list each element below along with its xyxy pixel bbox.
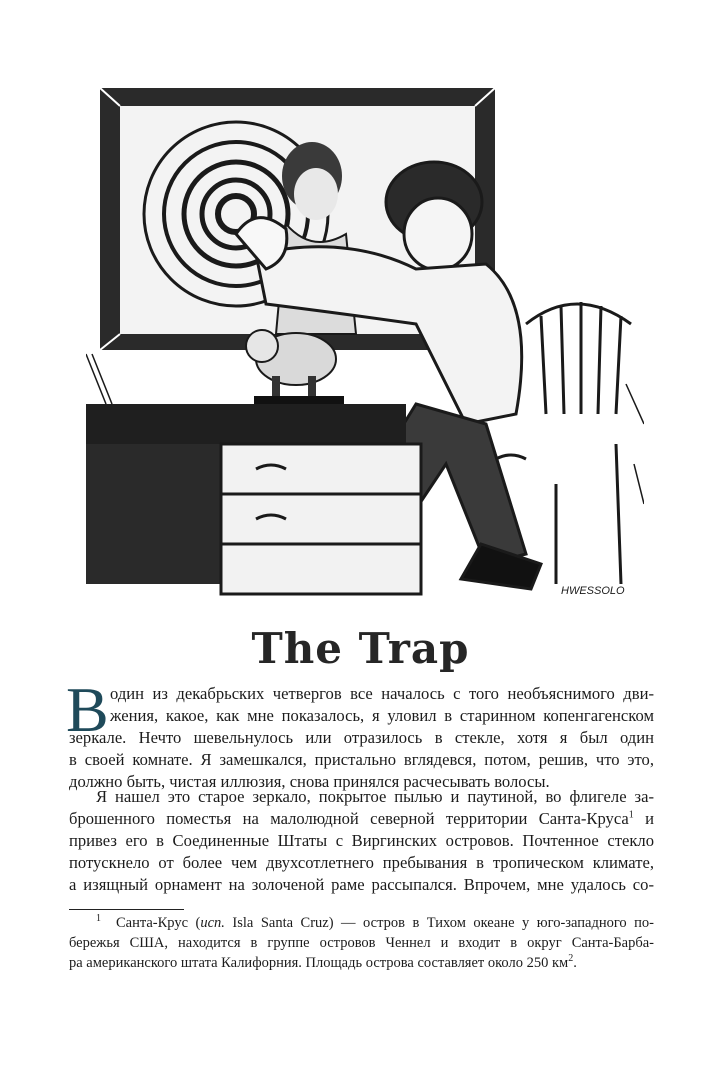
footnote-marker: 1 — [96, 913, 101, 925]
footnote-line — [69, 913, 654, 933]
paragraph-line: один из декабрьских четвергов все началось с того необъяснимого дви- — [110, 684, 654, 703]
paragraph-line — [69, 808, 654, 830]
footnote-sup: 2 — [568, 953, 574, 965]
footnote — [69, 913, 654, 973]
footnote-line: бережья США, находится в группе островов Ченнел и входит в округ Санта-Барба- — [69, 935, 654, 951]
footnote-line — [69, 953, 654, 973]
chapter-title: The Trap — [251, 624, 470, 673]
paragraph-line: в своей комнате. Я замешкался, пристально вглядевся, потом, решив, что это, — [69, 749, 654, 769]
paragraph-line: зеркале. Нечто шевельнулось или отразилось в стекле, хотя я был один — [69, 727, 654, 747]
drop-cap: В — [66, 674, 109, 745]
footnote-text: . — [573, 955, 577, 971]
illustration-boy-at-mirror — [86, 84, 644, 606]
paragraph-2 — [69, 786, 654, 896]
footnote-abbr: исп. — [200, 915, 225, 931]
paragraph-line: жения, какое, как мне показалось, я уловил в старинном копенгагенском — [110, 705, 654, 725]
footnote-text: Санта-Крус ( — [115, 915, 201, 931]
paragraph-1 — [69, 683, 654, 793]
paragraph-line: а изящный орнамент на золоченой раме рассыпался. Впрочем, мне удалось со- — [69, 874, 654, 894]
paragraph-line: должно быть, чистая иллюзия, снова принялся расчесывать волосы. — [69, 771, 550, 791]
paragraph-line: потускнело от более чем двухсотлетнего пребывания в тропическом климате, — [69, 852, 654, 872]
paragraph-line: привез его в Соединенные Штаты с Виргинских островов. Почтенное стекло — [69, 830, 654, 850]
artist-signature: HWESSOLO — [561, 585, 625, 597]
paragraph-text: и — [633, 808, 654, 828]
footnote-ref[interactable]: 1 — [628, 809, 634, 821]
footnote-text: ра американского штата Калифорния. Площадь острова составляет около 250 км — [69, 955, 569, 971]
paragraph-text: брошенного поместья на малолюдной северной территории Санта-Круса — [69, 808, 629, 828]
footnote-text: Isla Santa Cruz) — остров в Тихом океане у юго-западного по- — [224, 915, 655, 931]
paragraph-line: Я нашел это старое зеркало, покрытое пылью и паутиной, во флигеле за- — [96, 787, 654, 806]
footnote-rule — [69, 909, 184, 910]
